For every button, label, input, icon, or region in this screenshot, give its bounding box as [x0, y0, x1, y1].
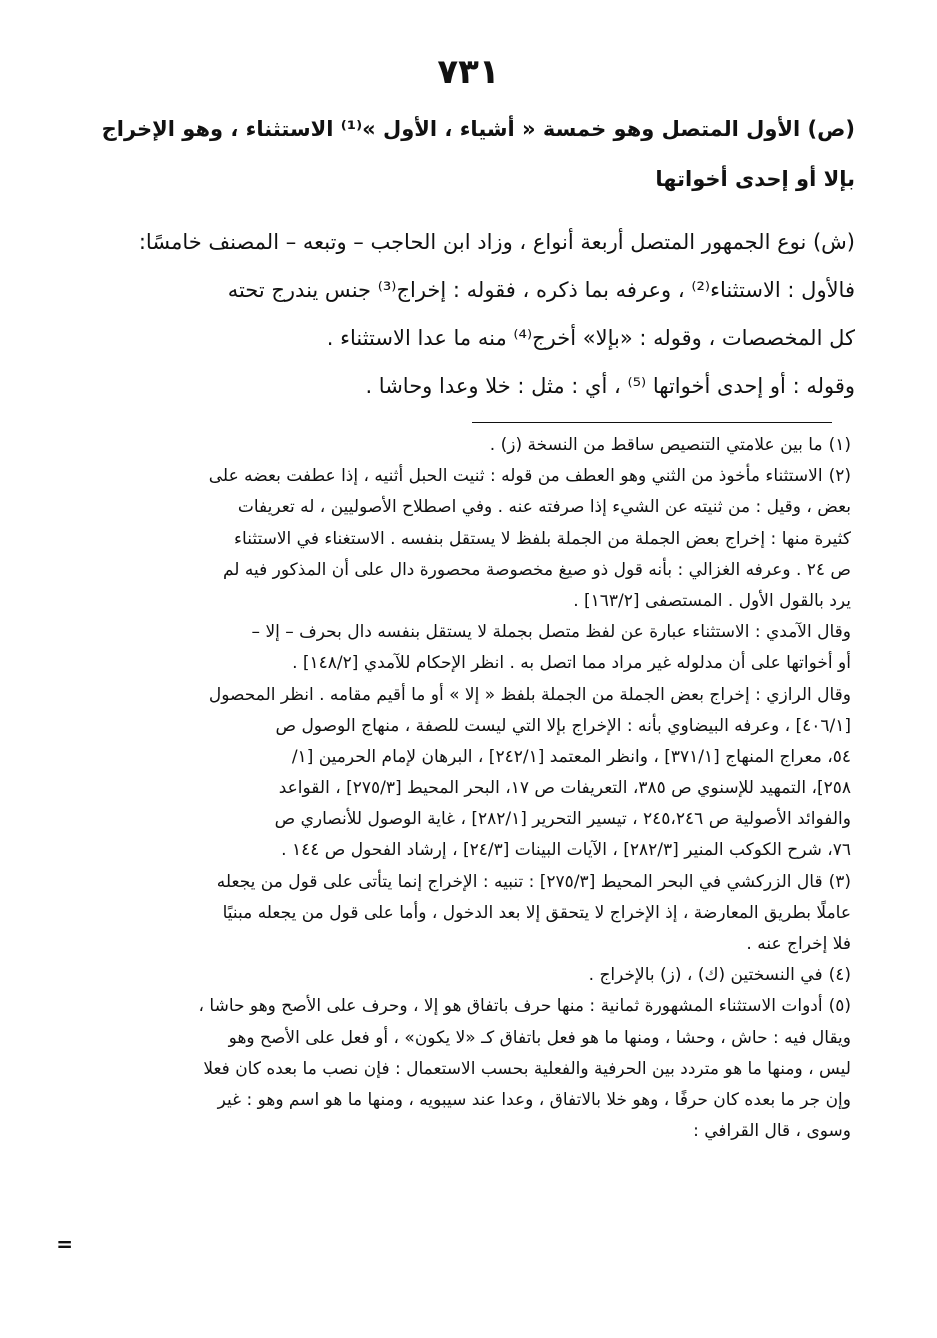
commentary-line: كل المخصصات ، وقوله : «بإلا» أخرج⁽⁴⁾ منه ما عدا الاستثناء .	[326, 326, 855, 350]
footnote-line: ٥٤، معراج المنهاج [٣٧١/١] ، وانظر المعتمد [٢٤٢/١] ، البرهان لإمام الحرمين [١/	[291, 746, 851, 767]
commentary-line: فالأول : الاستثناء⁽²⁾ ، وعرفه بما ذكره ، فقوله : إخراج⁽³⁾ جنس يندرج تحته	[227, 278, 855, 302]
footnote-number: (٥)	[828, 996, 851, 1017]
footnote-line: والفوائد الأصولية ص ٢٤٥،٢٤٦ ، تيسير التحرير [٢٨٢/١] ، غاية الوصول للأنصاري ص	[274, 809, 851, 830]
footnote-line: ويقال فيه : حاش ، وحشا ، ومنها ما هو فعل باتفاق كـ «لا يكون» ، أو فعل على الأصح وهو	[228, 1027, 851, 1048]
footnote-line: في النسختين (ك) ، (ز) بالإخراج .	[588, 965, 823, 986]
footnote	[71, 461, 851, 866]
footnote-number: (٢)	[828, 466, 851, 487]
footnote-number: (٤)	[828, 965, 851, 986]
footnote-line: ٢٥٨]، التمهيد للإسنوي ص ٣٨٥، التعريفات ص ١٧، البحر المحيط [٢٧٥/٣] ، القواعد	[278, 778, 851, 799]
page-number: ٧٣١	[437, 52, 500, 92]
footnote	[71, 430, 851, 461]
footnote-line: يرد بالقول الأول . المستصفى [١٦٣/٢] .	[573, 590, 851, 611]
footnote-line: عاملًا بطريق المعارضة ، إذ الإخراج لا يتحقق إلا بعد الدخول ، وأما على قول من يجعله مبنيًا	[222, 902, 851, 923]
text-line: (ص) الأول المتصل وهو خمسة « أشياء ، الأول »⁽¹⁾ الاستثناء ، وهو الإخراج	[101, 117, 855, 141]
footnote-number: (٣)	[828, 871, 851, 892]
main-text	[75, 104, 855, 410]
text-line: بإلا أو إحدى أخواتها	[655, 167, 855, 191]
footnote-divider	[472, 422, 832, 423]
footnote	[71, 867, 851, 961]
footnote-line: ليس ، ومنها ما هو متردد بين الحرفية والفعلية بحسب الاستعمال : فإن نصب ما بعده كان فعلا	[203, 1058, 851, 1079]
footnote-line: ٧٦، شرح الكوكب المنير [٢٨٢/٣] ، الآيات البينات [٢٤/٣] ، إرشاد الفحول ص ١٤٤ .	[281, 840, 851, 861]
footnotes	[71, 430, 851, 1147]
footnote-line: كثيرة منها : إخراج بعض الجملة من الجملة بلفظ لا يستقل بنفسه . الاستغناء في الاستثناء	[234, 528, 851, 549]
footnote-line: قال الزركشي في البحر المحيط [٢٧٥/٣] : تنبيه : الإخراج إنما يتأتى على قول من يجعله	[216, 871, 823, 892]
footnote-line: وإن جر ما بعده كان حرفًا ، وهو خلا بالاتفاق ، وعدا عند سيبويه ، ومنها ما هو اسم وهو : غير	[217, 1089, 851, 1110]
footnote-line: ص ٢٤ . وعرفه الغزالي : بأنه قول ذو صيغ مخصوصة محصورة دال على أن المذكور فيه لم	[222, 559, 851, 580]
footnote	[71, 960, 851, 991]
commentary-line: وقوله : أو إحدى أخواتها ⁽⁵⁾ ، أي : مثل : خلا وعدا وحاشا .	[365, 374, 855, 398]
footnote-line: ما بين علامتي التنصيص ساقط من النسخة (ز) .	[489, 435, 823, 455]
footnote-line: وقال الآمدي : الاستثناء عبارة عن لفظ متصل بجملة لا يستقل بنفسه دال بحرف – إلا –	[251, 622, 851, 643]
footnote-line: الاستثناء مأخوذ من الثني وهو العطف من قوله : ثنيت الحبل أثنيه ، إذا عطفت بعضه على	[208, 466, 823, 487]
commentary-line: (ش) نوع الجمهور المتصل أربعة أنواع ، وزاد ابن الحاجب – وتبعه – المصنف خامسًا:	[138, 230, 855, 254]
footnote	[71, 991, 851, 1147]
footnote-line: بعض ، وقيل : من ثنيته عن الشيء إذا صرفته عنه . وفي اصطلاح الأصوليين ، له تعريفات	[237, 497, 851, 518]
footnote-line: [٤٠٦/١] ، وعرفه البيضاوي بأنه : الإخراج بإلا التي ليست للصفة ، منهاج الوصول ص	[275, 715, 851, 736]
footnote-line: أو أخواتها على أن مدلوله غير مراد مما اتصل به . انظر الإحكام للآمدي [١٤٨/٢] .	[292, 653, 851, 674]
continuation-mark: =	[56, 1232, 73, 1256]
footnote-number: (١)	[828, 435, 851, 455]
footnote-line: فلا إخراج عنه .	[746, 934, 851, 954]
footnote-line: وسوى ، قال القرافي :	[693, 1121, 851, 1142]
footnote-line: وقال الرازي : إخراج بعض الجملة من الجملة بلفظ « إلا » أو ما أقيم مقامه . انظر المحصول	[208, 684, 851, 705]
footnote-line: أدوات الاستثناء المشهورة ثمانية : منها حرف باتفاق هو إلا ، وحرف على الأصح وهو حاشا ،	[198, 996, 823, 1017]
